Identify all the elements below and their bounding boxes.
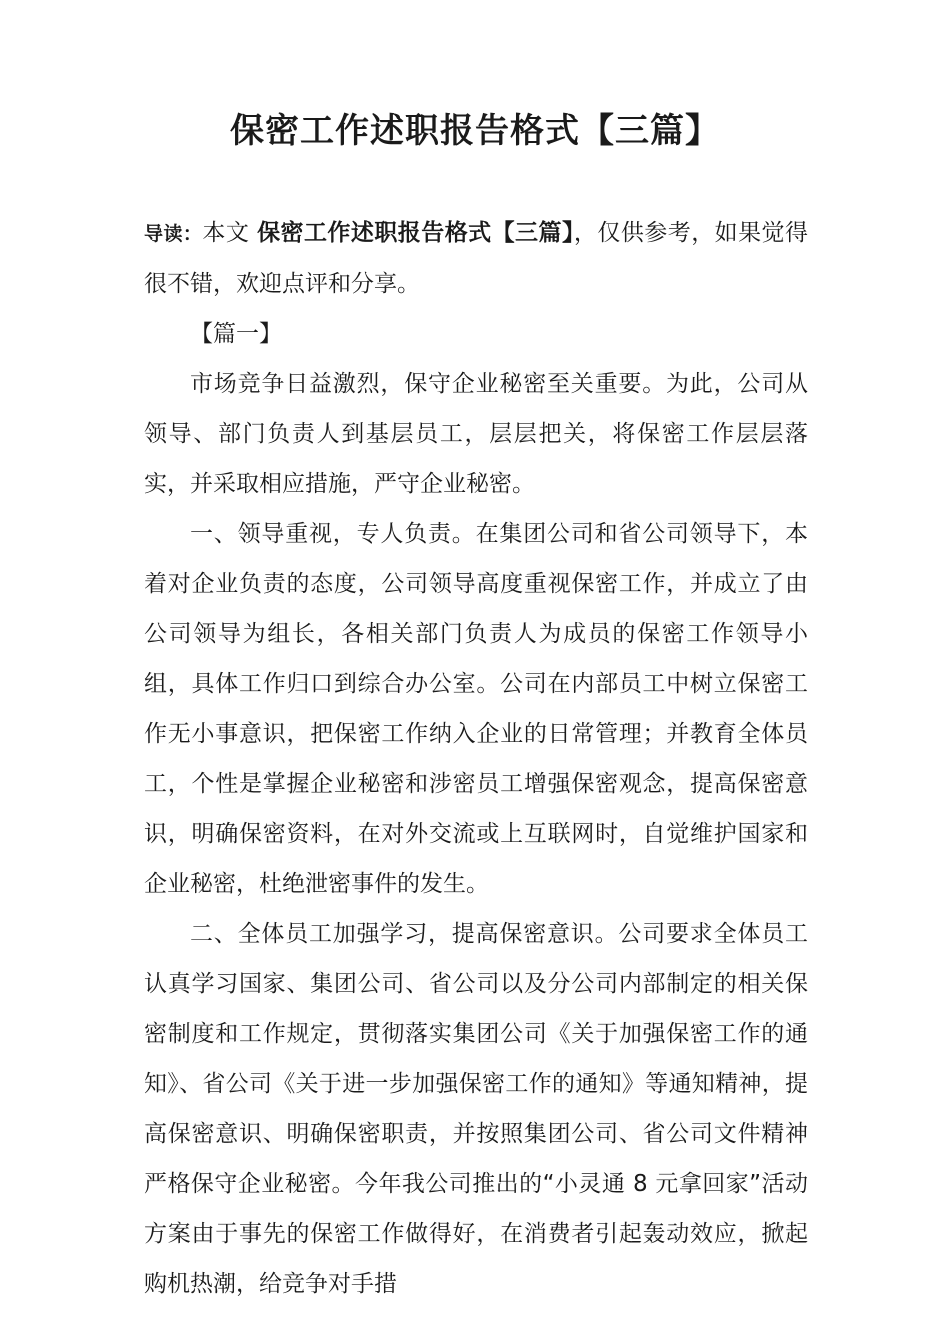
body-paragraph: 二、全体员工加强学习，提高保密意识。公司要求全体员工认真学习国家、集团公司、省公司以及分公司内部制定的相关保密制度和工作规定，贯彻落实集团公司《关于加强保密工作的通知》、省公司《关于进一步加强保密工作的通知》等通知精神，提高保密意识、明确保密职责，并按照集团公司、省公司文件精神严格保守企业秘密。今年我公司推出的“小灵通 8 元拿回家”活动方案由于事先的保密工作做得好，在消费者引起轰动效应，掀起购机热潮，给竞争对手措 xyxy=(144,921,808,1297)
body-paragraph: 市场竞争日益激烈，保守企业秘密至关重要。为此，公司从领导、部门负责人到基层员工，层层把关，将保密工作层层落实，并采取相应措施，严守企业秘密。 xyxy=(144,371,808,497)
section-heading: 【篇一】 xyxy=(190,321,282,347)
body-paragraph: 一、领导重视，专人负责。在集团公司和省公司领导下，本着对企业负责的态度，公司领导高度重视保密工作，并成立了由公司领导为组长，各相关部门负责人为成员的保密工作领导小组，具体工作归口到综合办公室。公司在内部员工中树立保密工作无小事意识，把保密工作纳入企业的日常管理；并教育全体员工，个性是掌握企业秘密和涉密员工增强保密观念，提高保密意识，明确保密资料，在对外交流或上互联网时，自觉维护国家和企业秘密，杜绝泄密事件的发生。 xyxy=(144,521,808,897)
lead-suffix: ，仅供参考，如果觉得很不错，欢迎点评和分享。 xyxy=(144,220,809,297)
lead-prefix: 本文 xyxy=(202,220,258,246)
document-title: 保密工作述职报告格式【三篇】 xyxy=(230,111,720,151)
lead-paragraph xyxy=(144,208,808,309)
lead-label: 导读： xyxy=(144,223,203,245)
document-body xyxy=(144,208,808,1309)
lead-doc-title: 保密工作述职报告格式【三篇】 xyxy=(257,220,574,246)
